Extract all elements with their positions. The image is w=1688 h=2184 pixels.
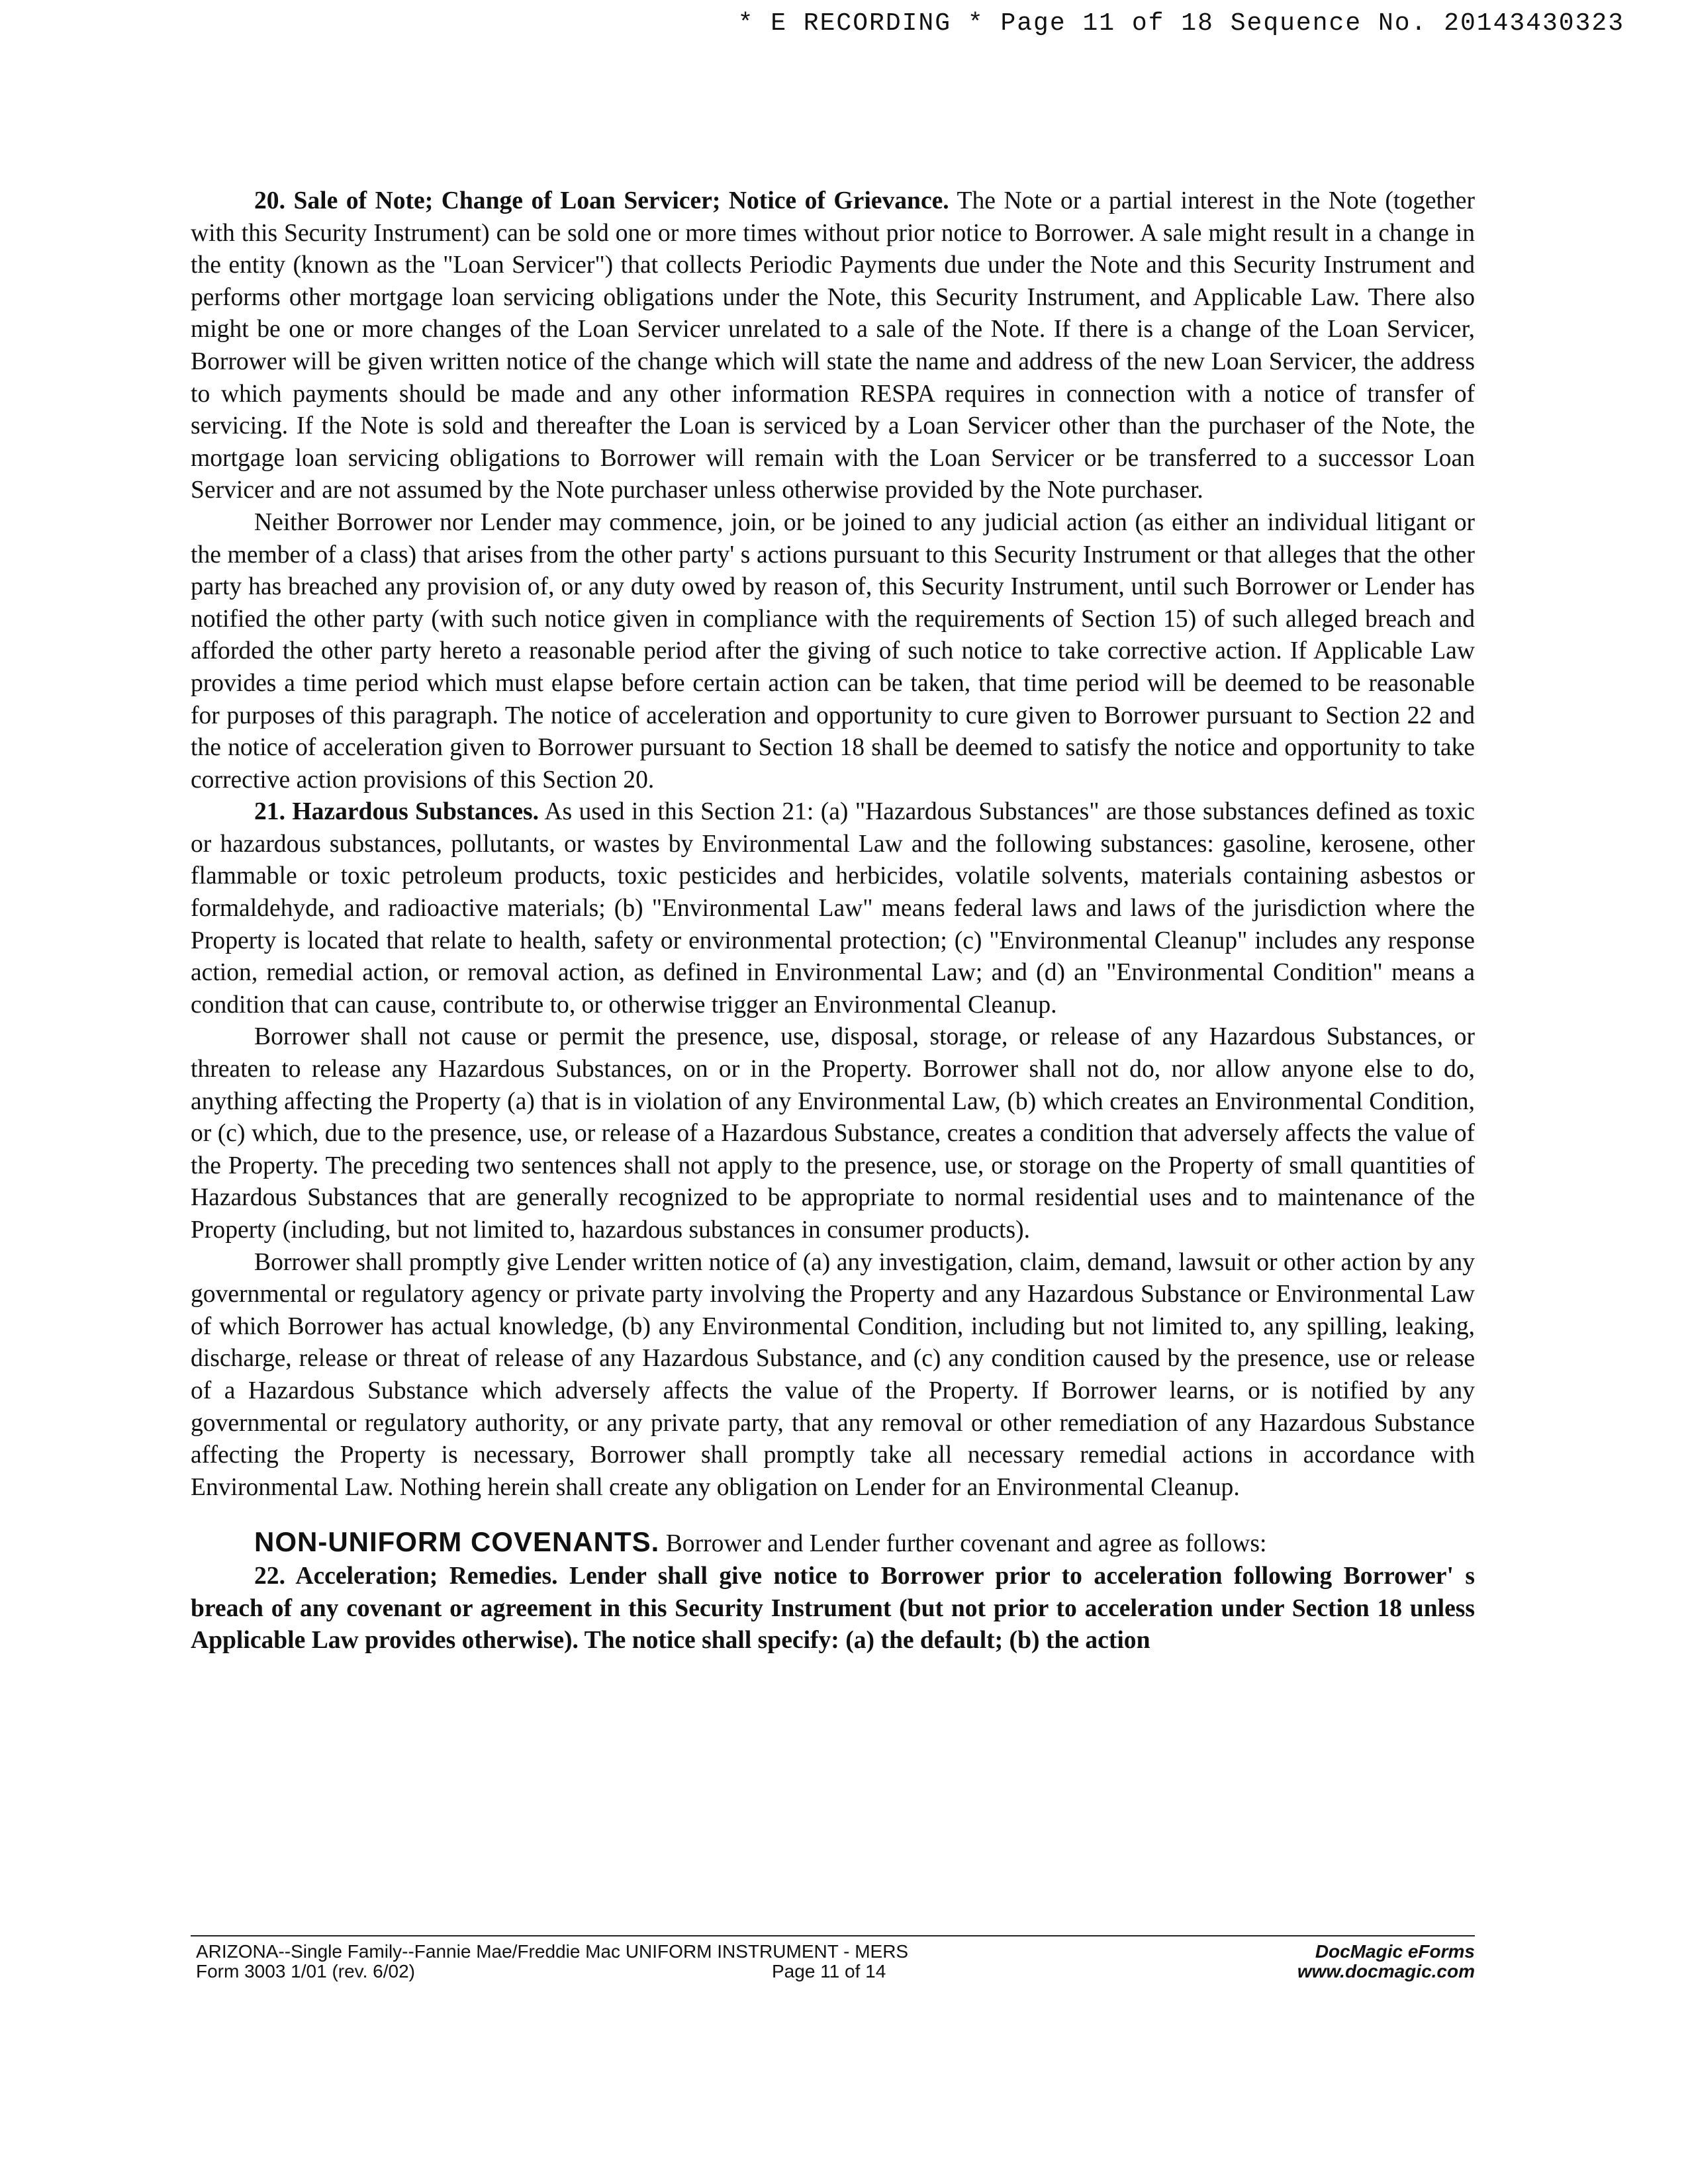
section-22-text: Lender shall give notice to Borrower prior to acceleration following Borrower' s breach of any covenant or agreement in this Security Instrument (but not prior to acceleration under Section 18 unless Applicable Law provides otherwise). The notice shall specify: (a) the default; (b) the action: [191, 1562, 1475, 1655]
non-uniform-intro: Borrower and Lender further covenant and agree as follows:: [665, 1530, 1267, 1558]
non-uniform-covenants: [191, 1526, 1475, 1561]
footer-page-number: Page 11 of 14: [772, 1961, 886, 1981]
section-20-paragraph-2: Neither Borrower nor Lender may commence, join, or be joined to any judicial action (as either an individual litigant or the member of a class) that arises from the other party' s actions pursuant to this Security Instrument or that alleges that the other party has breached any provision of, or any duty owed by reason of, this Security Instrument, until such Borrower or Lender has notified the other party (with such notice given in compliance with the requirements of Section 15) of such alleged breach and afforded the other party hereto a reasonable period after the giving of such notice to take corrective action. If Applicable Law provides a time period which must elapse before certain action can be taken, that time period will be deemed to be reasonable for purposes of this paragraph. The notice of acceleration and opportunity to cure given to Borrower pursuant to Section 22 and the notice of acceleration given to Borrower pursuant to Section 18 shall be deemed to satisfy the notice and opportunity to take corrective action provisions of this Section 20.: [191, 508, 1475, 794]
footer-rule: [191, 1935, 1475, 1936]
section-21-paragraph: [191, 796, 1475, 1021]
non-uniform-heading: NON-UNIFORM COVENANTS.: [254, 1526, 660, 1558]
recording-stamp: * E RECORDING * Page 11 of 18 Sequence No. 20143430323: [737, 9, 1624, 38]
section-22-heading: 22. Acceleration; Remedies.: [254, 1562, 558, 1590]
page-footer: [196, 1942, 1475, 1995]
section-21-heading: 21. Hazardous Substances.: [254, 798, 539, 826]
footer-form-number: Form 3003 1/01 (rev. 6/02): [196, 1961, 415, 1981]
section-21-text: As used in this Section 21: (a) "Hazardous Substances" are those substances defined as toxic or hazardous substances, pollutants, or wastes by Environmental Law and the following substances: gasoline, kerosene, other flammable or toxic petroleum products, toxic pesticides and herbicides, volatile solvents, materials containing asbestos or formaldehyde, and radioactive materials; (b) "Environmental Law" means federal laws and laws of the jurisdiction where the Property is located that relate to health, safety or environmental protection; (c) "Environmental Cleanup" includes any response action, remedial action, or removal action, as defined in Environmental Law; and (d) an "Environmental Condition" means a condition that can cause, contribute to, or otherwise trigger an Environmental Cleanup.: [191, 798, 1475, 1019]
section-21-paragraph-3: Borrower shall promptly give Lender written notice of (a) any investigation, claim, demand, lawsuit or other action by any governmental or regulatory agency or private party involving the Property and any Hazardous Substance or Environmental Law of which Borrower has actual knowledge, (b) any Environmental Condition, including but not limited to, any spilling, leaking, discharge, release or threat of release of any Hazardous Substance, and (c) any condition caused by the presence, use or release of a Hazardous Substance which adversely affects the value of the Property. If Borrower learns, or is notified by any governmental or regulatory authority, or any private party, that any removal or other remediation of any Hazardous Substance affecting the Property is necessary, Borrower shall promptly take all necessary remedial actions in accordance with Environmental Law. Nothing herein shall create any obligation on Lender for an Environmental Cleanup.: [191, 1248, 1475, 1501]
section-20-heading: 20. Sale of Note; Change of Loan Servicer; Notice of Grievance.: [254, 187, 949, 214]
docmagic-logo: DocMagic eForms: [1315, 1941, 1475, 1962]
footer-form-title: ARIZONA--Single Family--Fannie Mae/Freddie Mac UNIFORM INSTRUMENT - MERS: [196, 1941, 909, 1962]
section-20-paragraph: [191, 185, 1475, 507]
section-20-text: The Note or a partial interest in the Note (together with this Security Instrument) can be sold one or more times without prior notice to Borrower. A sale might result in a change in the entity (known as the "Loan Servicer") that collects Periodic Payments due under the Note and this Security Instrument and performs other mortgage loan servicing obligations under the Note, this Security Instrument, and Applicable Law. There also might be one or more changes of the Loan Servicer unrelated to a sale of the Note. If there is a change of the Loan Servicer, Borrower will be given written notice of the change which will state the name and address of the new Loan Servicer, the address to which payments should be made and any other information RESPA requires in connection with a notice of transfer of servicing. If the Note is sold and thereafter the Loan is serviced by a Loan Servicer other than the purchaser of the Note, the mortgage loan servicing obligations to Borrower will remain with the Loan Servicer or be transferred to a successor Loan Servicer and are not assumed by the Note purchaser unless otherwise provided by the Note purchaser.: [191, 187, 1475, 504]
section-21-paragraph-2: Borrower shall not cause or permit the presence, use, disposal, storage, or release of any Hazardous Substances, or threaten to release any Hazardous Substances, on or in the Property. Borrower shall not do, nor allow anyone else to do, anything affecting the Property (a) that is in violation of any Environmental Law, (b) which creates an Environmental Condition, or (c) which, due to the presence, use, or release of a Hazardous Substance, creates a condition that adversely affects the value of the Property. The preceding two sentences shall not apply to the presence, use, or storage on the Property of small quantities of Hazardous Substances that are generally recognized to be appropriate to normal residential uses and to maintenance of the Property (including, but not limited to, hazardous substances in consumer products).: [191, 1023, 1475, 1244]
section-22-paragraph: [191, 1561, 1475, 1657]
footer-brand: [1297, 1942, 1475, 1981]
document-body: [191, 185, 1475, 1657]
footer-url: www.docmagic.com: [1297, 1961, 1475, 1981]
